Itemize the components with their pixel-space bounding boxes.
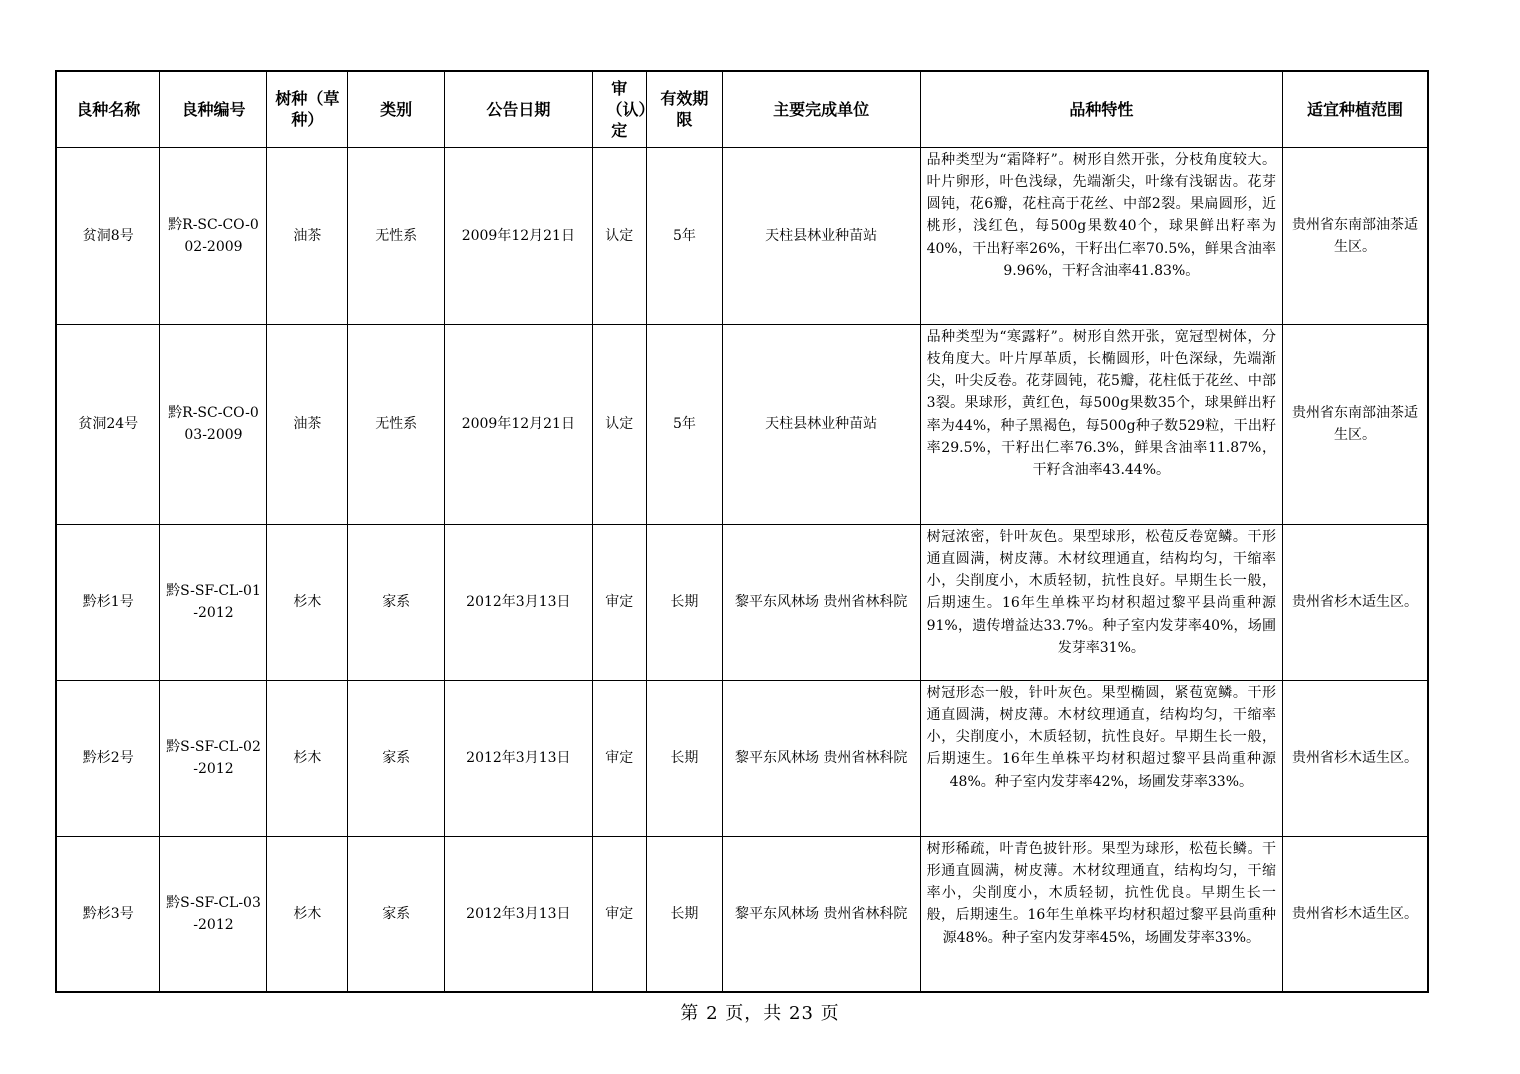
cell-unit: 黎平东风林场 贵州省林科院	[722, 524, 920, 680]
column-header-variety-name: 良种名称	[56, 71, 160, 147]
cell-species: 杉木	[267, 836, 348, 992]
cell-category: 家系	[348, 680, 445, 836]
cell-code: 黔S-SF-CL-01-2012	[160, 524, 267, 680]
column-header-species: 树种（草种）	[267, 71, 348, 147]
cell-name: 黔杉1号	[56, 524, 160, 680]
cell-region: 贵州省杉木适生区。	[1283, 524, 1428, 680]
cell-features: 树冠形态一般，针叶灰色。果型椭圆，紧苞宽鳞。干形通直圆满，树皮薄。木材纹理通直，结构均匀，干缩率小，尖削度小，木质轻韧，抗性良好。早期生长一般，后期速生。16年生单株平均材积超过黎平县尚重种源48%。种子室内发芽率42%，场圃发芽率33%。	[920, 680, 1282, 836]
column-header-features: 品种特性	[920, 71, 1282, 147]
cell-date: 2009年12月21日	[445, 147, 592, 324]
cell-date: 2012年3月13日	[445, 680, 592, 836]
table-row	[56, 836, 1428, 992]
cell-code: 黔S-SF-CL-02-2012	[160, 680, 267, 836]
column-header-validity: 有效期限	[647, 71, 723, 147]
column-header-unit: 主要完成单位	[722, 71, 920, 147]
cell-unit: 天柱县林业种苗站	[722, 147, 920, 324]
cell-date: 2009年12月21日	[445, 324, 592, 524]
cell-features: 品种类型为“寒露籽”。树形自然开张，宽冠型树体，分枝角度大。叶片厚革质，长椭圆形，叶色深绿，先端渐尖，叶尖反卷。花芽圆钝，花5瓣，花柱低于花丝、中部3裂。果球形，黄红色，每500g果数35个，球果鲜出籽率为44%，种子黑褐色，每500g种子数529粒，干出籽率29.5%，干籽出仁率76.3%，鲜果含油率11.87%，干籽含油率43.44%。	[920, 324, 1282, 524]
cell-features: 树形稀疏，叶青色披针形。果型为球形，松苞长鳞。干形通直圆满，树皮薄。木材纹理通直，结构均匀，干缩率小，尖削度小，木质轻韧，抗性优良。早期生长一般，后期速生。16年生单株平均材积超过黎平县尚重种源48%。种子室内发芽率45%，场圃发芽率33%。	[920, 836, 1282, 992]
cell-name: 贫洞24号	[56, 324, 160, 524]
cell-region: 贵州省杉木适生区。	[1283, 680, 1428, 836]
cell-category: 无性系	[348, 147, 445, 324]
cell-species: 油茶	[267, 147, 348, 324]
cell-name: 贫洞8号	[56, 147, 160, 324]
table-header-row	[56, 71, 1428, 147]
cell-category: 无性系	[348, 324, 445, 524]
cell-features: 树冠浓密，针叶灰色。果型球形，松苞反卷宽鳞。干形通直圆满，树皮薄。木材纹理通直，结构均匀，干缩率小，尖削度小，木质轻韧，抗性良好。早期生长一般，后期速生。16年生单株平均材积超过黎平县尚重种源91%，遗传增益达33.7%。种子室内发芽率40%，场圃发芽率31%。	[920, 524, 1282, 680]
cell-validity: 5年	[647, 147, 723, 324]
cell-validity: 长期	[647, 836, 723, 992]
cell-name: 黔杉2号	[56, 680, 160, 836]
cell-unit: 黎平东风林场 贵州省林科院	[722, 836, 920, 992]
cell-species: 杉木	[267, 524, 348, 680]
cell-unit: 黎平东风林场 贵州省林科院	[722, 680, 920, 836]
cell-category: 家系	[348, 836, 445, 992]
cell-approval: 审定	[592, 524, 647, 680]
cell-approval: 认定	[592, 324, 647, 524]
table-row	[56, 324, 1428, 524]
cell-features: 品种类型为“霜降籽”。树形自然开张，分枝角度较大。叶片卵形，叶色浅绿，先端渐尖，叶缘有浅锯齿。花芽圆钝，花6瓣，花柱高于花丝、中部2裂。果扁圆形，近桃形，浅红色，每500g果数40个，球果鲜出籽率为40%，干出籽率26%，干籽出仁率70.5%，鲜果含油率9.96%，干籽含油率41.83%。	[920, 147, 1282, 324]
cell-region: 贵州省东南部油茶适生区。	[1283, 324, 1428, 524]
column-header-approval: 审（认）定	[592, 71, 647, 147]
cell-code: 黔R-SC-CO-003-2009	[160, 324, 267, 524]
cell-code: 黔S-SF-CL-03-2012	[160, 836, 267, 992]
cell-species: 油茶	[267, 324, 348, 524]
cell-category: 家系	[348, 524, 445, 680]
column-header-region: 适宜种植范围	[1283, 71, 1428, 147]
column-header-category: 类别	[348, 71, 445, 147]
cell-approval: 审定	[592, 836, 647, 992]
table-row	[56, 147, 1428, 324]
cell-unit: 天柱县林业种苗站	[722, 324, 920, 524]
table-row	[56, 680, 1428, 836]
cell-date: 2012年3月13日	[445, 836, 592, 992]
cell-region: 贵州省杉木适生区。	[1283, 836, 1428, 992]
cell-validity: 长期	[647, 524, 723, 680]
cell-species: 杉木	[267, 680, 348, 836]
column-header-variety-code: 良种编号	[160, 71, 267, 147]
page-footer	[0, 1001, 1520, 1027]
cell-validity: 长期	[647, 680, 723, 836]
column-header-announce-date: 公告日期	[445, 71, 592, 147]
cell-code: 黔R-SC-CO-002-2009	[160, 147, 267, 324]
page-number-text: 第 2 页，共 23 页	[680, 1003, 840, 1024]
cell-validity: 5年	[647, 324, 723, 524]
seed-variety-table	[55, 70, 1429, 993]
cell-date: 2012年3月13日	[445, 524, 592, 680]
cell-region: 贵州省东南部油茶适生区。	[1283, 147, 1428, 324]
seed-variety-table-sheet	[55, 70, 1429, 993]
cell-name: 黔杉3号	[56, 836, 160, 992]
cell-approval: 审定	[592, 680, 647, 836]
table-row	[56, 524, 1428, 680]
cell-approval: 认定	[592, 147, 647, 324]
